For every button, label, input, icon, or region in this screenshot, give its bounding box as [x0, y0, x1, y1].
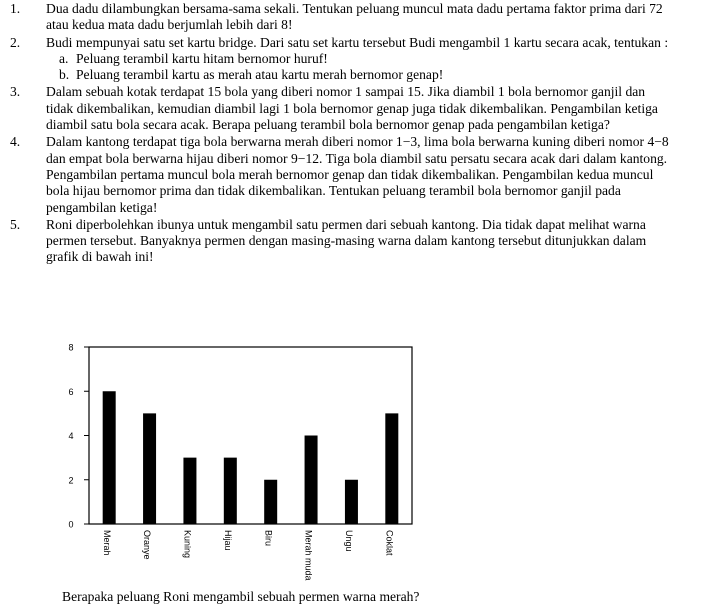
x-tick-label: Ungu — [344, 530, 355, 552]
question-1 — [0, 1, 720, 34]
question-4 — [0, 134, 720, 215]
bar — [385, 413, 398, 524]
question-number: 3. — [10, 84, 21, 100]
y-tick-label: 6 — [68, 386, 74, 397]
x-tick-label: Oranye — [142, 530, 153, 560]
bar — [305, 436, 318, 525]
question-5 — [0, 217, 720, 266]
sub-letter: b. — [59, 67, 70, 83]
bar — [103, 391, 116, 524]
y-tick-label: 8 — [68, 342, 74, 353]
question-text: Budi mempunyai satu set kartu bridge. Dari satu set kartu tersebut Budi mengambil 1 kartu secara acak, tentukan : — [46, 34, 669, 50]
question-2 — [0, 35, 720, 84]
document — [0, 0, 720, 266]
chart-question-caption: Berapaka peluang Roni mengambil sebuah permen warna merah? — [62, 589, 420, 604]
bar — [183, 458, 196, 524]
sub-text: Peluang terambil kartu as merah atau kartu merah bernomor genap! — [76, 67, 444, 83]
question-number: 1. — [10, 1, 21, 16]
sub-question-a — [46, 51, 670, 67]
plot-frame — [89, 347, 412, 524]
x-tick-label: Hijau — [222, 530, 233, 551]
x-tick-label: Biru — [263, 530, 274, 547]
question-number: 4. — [10, 134, 21, 150]
x-tick-label: Kuning — [182, 530, 193, 559]
question-list — [0, 0, 720, 266]
bar — [345, 480, 358, 524]
question-number: 5. — [10, 216, 21, 232]
bar — [264, 480, 277, 524]
y-tick-label: 2 — [68, 475, 74, 486]
sub-question-b — [46, 67, 670, 83]
sub-text: Peluang terambil kartu hitam bernomor huruf! — [76, 50, 328, 66]
question-text: Roni diperbolehkan ibunya untuk mengambil satu permen dari sebuah kantong. Dia tidak dapat melihat warna permen tersebut. Banyaknya permen dengan masing-masing warna dalam kantong tersebut ditunjukkan dalam grafik di bawah ini! — [46, 216, 647, 265]
candy-color-bar-chart — [58, 336, 428, 588]
question-text: Dua dadu dilambungkan bersama-sama sekali. Tentukan peluang muncul mata dadu pertama faktor prima dari 72 atau kedua mata dadu berjumlah lebih dari 8! — [46, 1, 663, 33]
question-number: 2. — [10, 34, 21, 50]
x-tick-label: Coklat — [384, 530, 395, 556]
bar — [224, 458, 237, 524]
x-tick-label: Merah muda — [303, 530, 314, 581]
y-tick-label: 4 — [68, 431, 74, 441]
question-text: Dalam sebuah kotak terdapat 15 bola yang diberi nomor 1 sampai 15. Jika diambil 1 bola bernomor ganjil dan tidak dikembalikan, kemudian diambil lagi 1 bola bernomor genap juga tidak dikembalikan. Pengambilan ketiga diambil satu bola secara acak. Berapa peluang terambil bola bernomor genap pada pengambilan ketiga? — [46, 84, 658, 133]
y-tick-label: 0 — [68, 519, 74, 530]
question-text: Dalam kantong terdapat tiga bola berwarna merah diberi nomor 1−3, lima bola berwarna kuning diberi nomor 4−8 dan empat bola berwarna hijau diberi nomor 9−12. Tiga bola diambil satu persatu secara acak dari dalam kantong. Pengambilan pertama muncul bola merah bernomor genap dan tidak dikembalikan. Pengambilan kedua muncul bola hijau bernomor prima dan tidak dikembalikan. Tentukan peluang terambil bola bernomor ganjil pada pengambilan ketiga! — [46, 134, 669, 215]
sub-letter: a. — [59, 50, 69, 66]
bar — [143, 413, 156, 524]
question-3 — [0, 84, 720, 133]
x-tick-label: Merah — [101, 530, 112, 556]
